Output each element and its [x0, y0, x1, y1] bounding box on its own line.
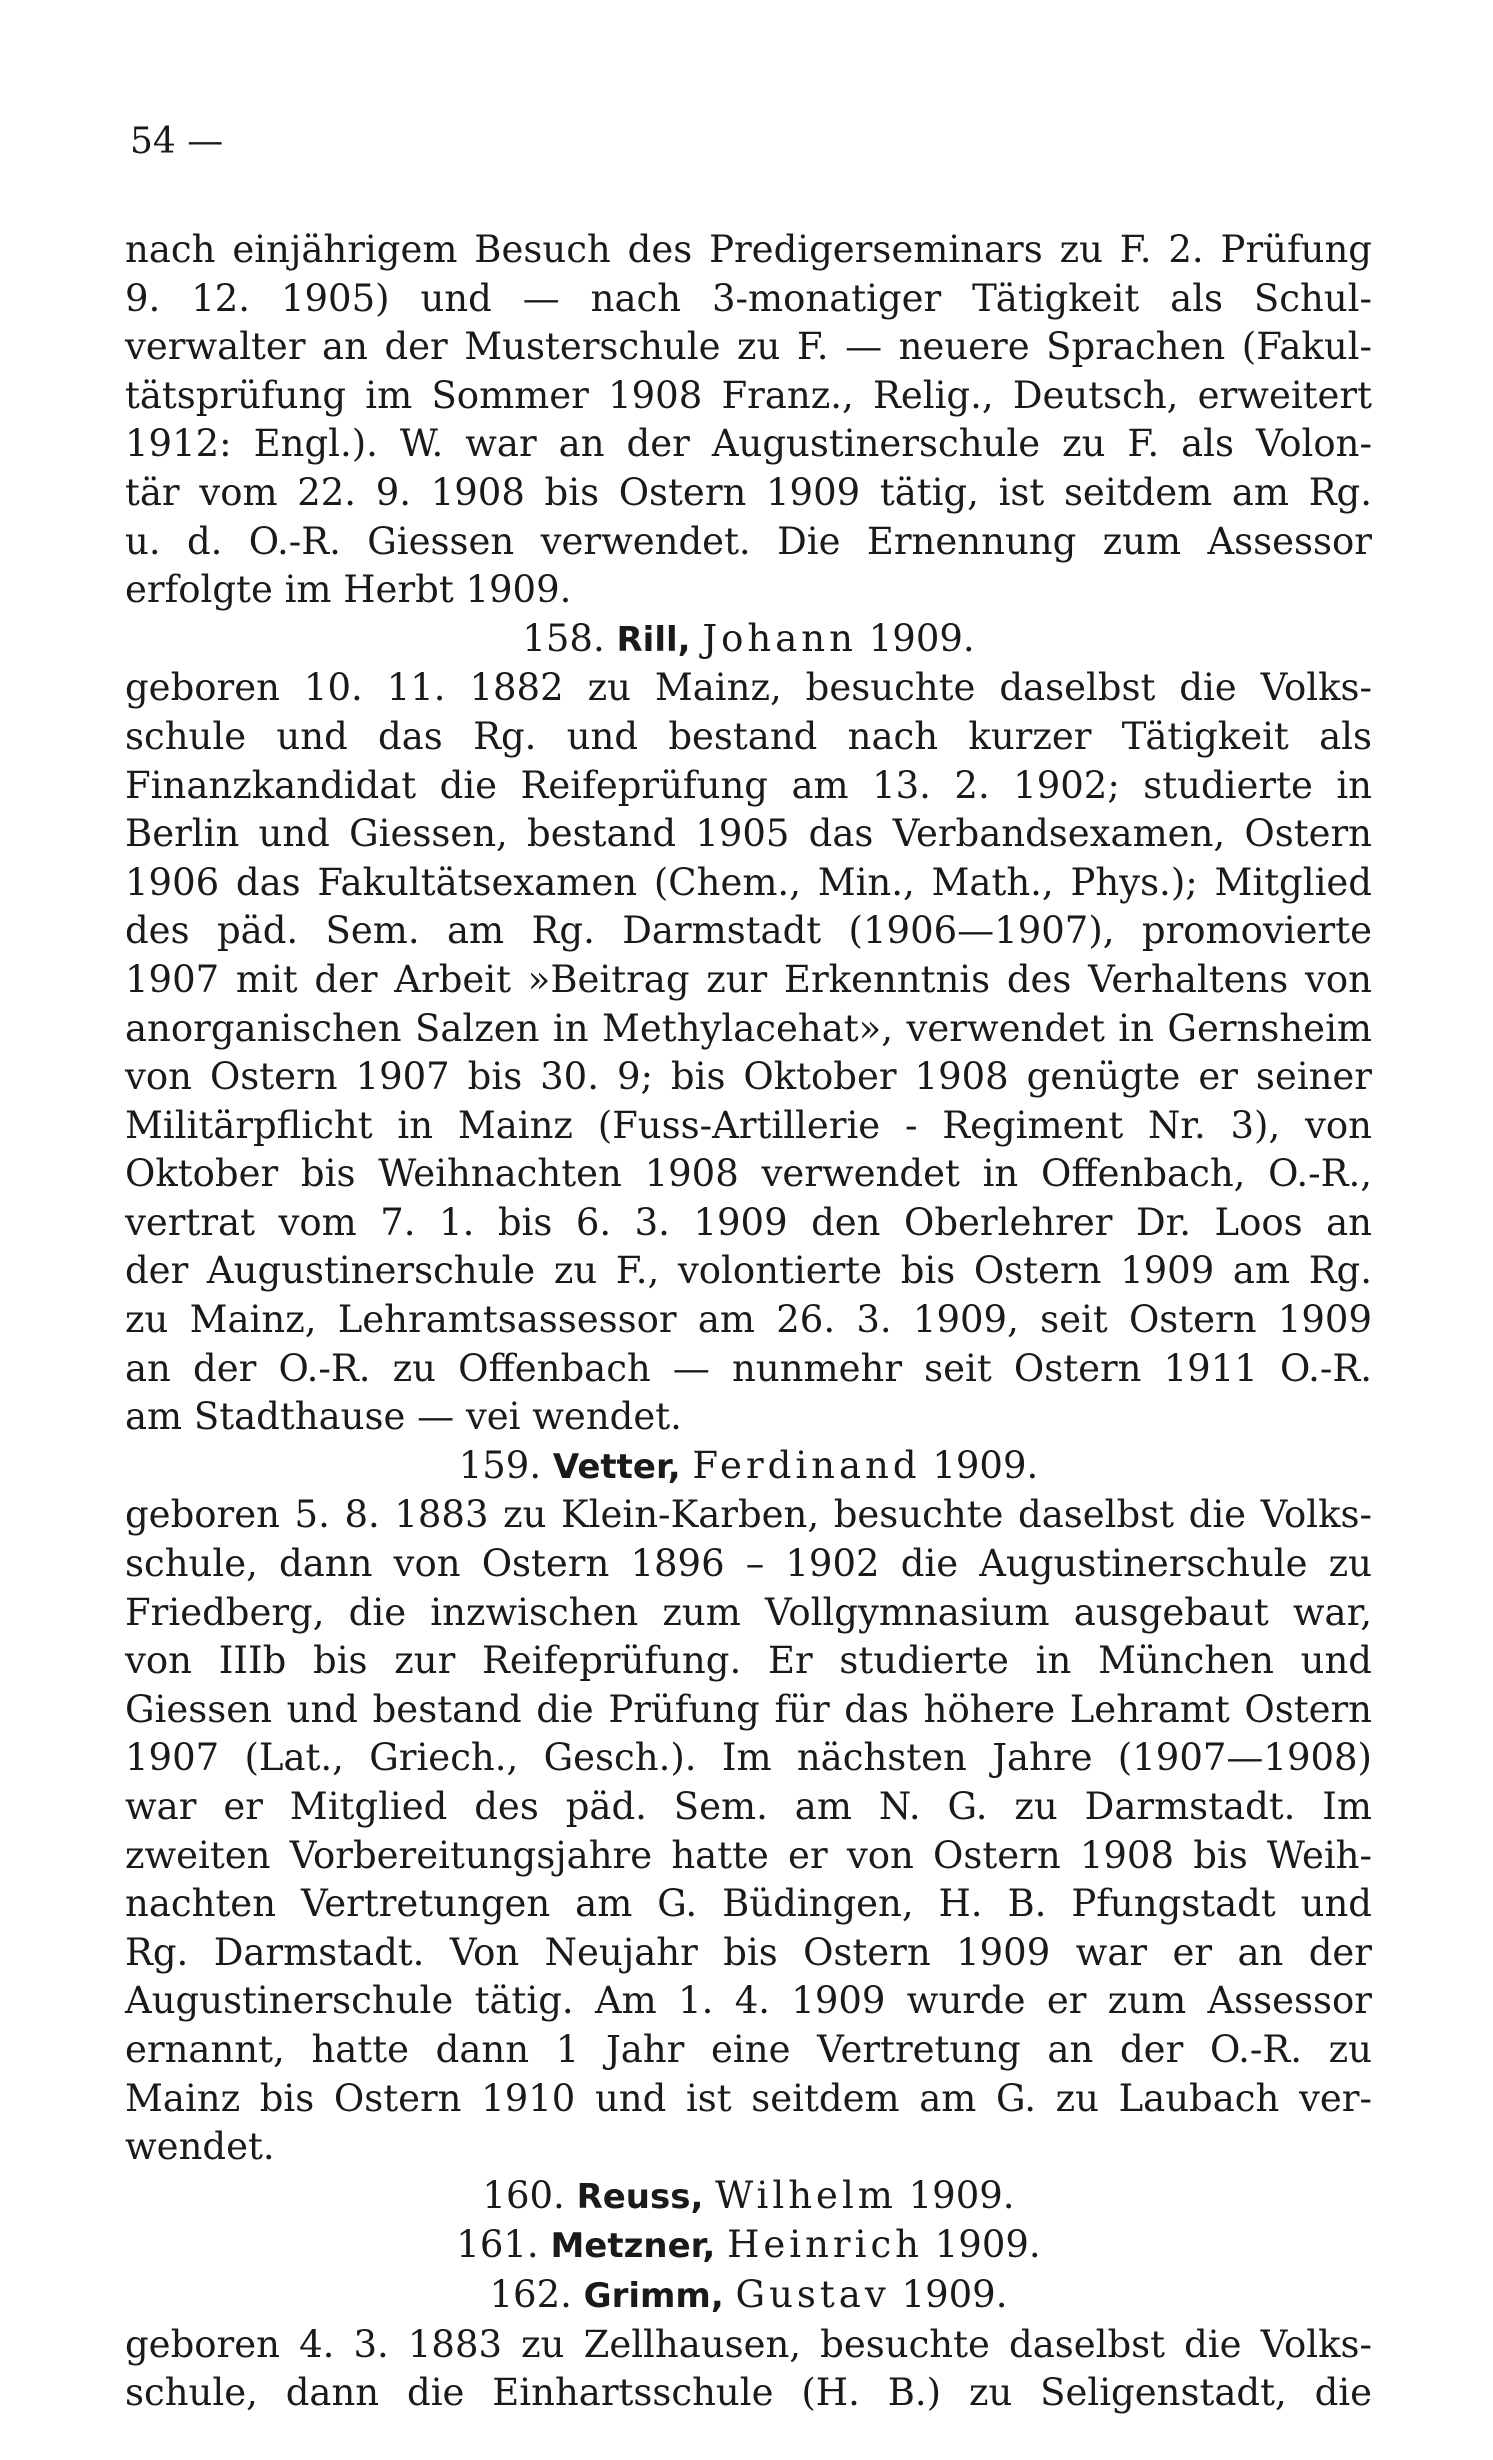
text-line: ernannt, hatte dann 1 Jahr eine Vertretung an der O.-R. zu — [125, 2027, 1372, 2071]
entry-given-name: Ferdinand — [692, 1443, 921, 1487]
body-text — [125, 226, 1372, 2418]
text-line: an der O.-R. zu Offenbach — nunmehr seit Ostern 1911 O.-R. — [125, 1346, 1372, 1390]
text-line: anorganischen Salzen in Methylacehat», verwendet in Gernsheim — [125, 1006, 1372, 1050]
text-line: tätsprüfung im Sommer 1908 Franz., Relig., Deutsch, erweitert — [125, 373, 1372, 417]
text-line: 1907 mit der Arbeit »Beitrag zur Erkenntnis des Verhaltens von — [125, 957, 1372, 1001]
text-line: 1907 (Lat., Griech., Gesch.). Im nächsten Jahre (1907—1908) — [125, 1736, 1372, 1780]
text-line: war er Mitglied des päd. Sem. am N. G. zu Darmstadt. Im — [125, 1785, 1372, 1828]
text-line: Giessen und bestand die Prüfung für das höhere Lehramt Ostern — [125, 1687, 1372, 1731]
entry-number: 159. — [458, 1443, 542, 1487]
text-line: tär vom 22. 9. 1908 bis Ostern 1909 tätig, ist seitdem am Rg. — [125, 470, 1372, 514]
entry-surname: Metzner, — [550, 2226, 716, 2267]
entry-year: 1909. — [908, 2173, 1015, 2217]
text-line: nachten Vertretungen am G. Büdingen, H. B. Pfungstadt und — [125, 1882, 1372, 1926]
entry-heading — [125, 615, 1372, 665]
entry-number: 158. — [522, 616, 605, 660]
text-line: wendet. — [125, 2125, 275, 2169]
text-line: geboren 10. 11. 1882 zu Mainz, besuchte daselbst die Volks- — [125, 666, 1372, 710]
text-line: vertrat vom 7. 1. bis 6. 3. 1909 den Oberlehrer Dr. Loos an — [125, 1200, 1372, 1244]
text-line: Mainz bis Ostern 1910 und ist seitdem am G. zu Laubach ver- — [125, 2076, 1372, 2120]
text-line: von IIIb bis zur Reifeprüfung. Er studierte in München und — [125, 1639, 1372, 1683]
text-line: 1912: Engl.). W. war an der Augustinerschule zu F. als Volon- — [125, 422, 1372, 466]
text-line: Friedberg, die inzwischen zum Vollgymnasium ausgebaut war, — [125, 1590, 1372, 1634]
text-line: geboren 4. 3. 1883 zu Zellhausen, besuchte daselbst die Volks- — [125, 2322, 1372, 2366]
entry-heading — [125, 1442, 1372, 1492]
entry-year: 1909. — [932, 1443, 1039, 1487]
entry-number: 160. — [482, 2173, 565, 2217]
text-line: Finanzkandidat die Reifeprüfung am 13. 2. 1902; studierte in — [125, 763, 1372, 807]
entry-heading — [125, 2221, 1372, 2271]
entry-heading — [125, 2172, 1372, 2222]
text-line: der Augustinerschule zu F., volontierte bis Ostern 1909 am Rg. — [125, 1249, 1372, 1293]
page-number: 54 — — [130, 121, 224, 162]
text-line: geboren 5. 8. 1883 zu Klein-Karben, besuchte daselbst die Volks- — [125, 1493, 1372, 1537]
entry-number: 162. — [489, 2272, 572, 2316]
text-line: Oktober bis Weihnachten 1908 verwendet in Offenbach, O.-R., — [125, 1152, 1372, 1196]
text-line: nach einjährigem Besuch des Predigerseminars zu F. 2. Prüfung — [125, 228, 1372, 271]
text-line: 1906 das Fakultätsexamen (Chem., Min., Math., Phys.); Mitglied — [125, 860, 1372, 904]
entry-given-name: Johann — [702, 616, 857, 660]
entry-given-name: Wilhelm — [715, 2173, 897, 2217]
text-line: am Stadthause — vei wendet. — [125, 1395, 682, 1439]
entry-surname: Grimm, — [583, 2275, 724, 2316]
entry-number: 161. — [456, 2223, 539, 2267]
text-line: 9. 12. 1905) und — nach 3-monatiger Tätigkeit als Schul- — [125, 276, 1372, 320]
entry-given-name: Heinrich — [727, 2223, 923, 2267]
text-line: schule und das Rg. und bestand nach kurzer Tätigkeit als — [125, 714, 1372, 758]
entry-given-name: Gustav — [735, 2272, 890, 2316]
entry-year: 1909. — [868, 616, 975, 660]
text-line: des päd. Sem. am Rg. Darmstadt (1906—1907), promovierte — [125, 909, 1372, 953]
text-line: Rg. Darmstadt. Von Neujahr bis Ostern 1909 war er an der — [125, 1930, 1372, 1974]
entry-surname: Vetter, — [552, 1446, 681, 1487]
text-line: Berlin und Giessen, bestand 1905 das Verbandsexamen, Ostern — [125, 812, 1372, 856]
entry-heading — [125, 2271, 1372, 2321]
text-line: erfolgte im Herbt 1909. — [125, 568, 572, 612]
text-line: Augustinerschule tätig. Am 1. 4. 1909 wurde er zum Assessor — [125, 1979, 1372, 2023]
text-line: schule, dann von Ostern 1896 – 1902 die Augustinerschule zu — [125, 1542, 1372, 1586]
entry-surname: Rill, — [616, 619, 691, 660]
entry-year: 1909. — [901, 2272, 1008, 2316]
text-line: Militärpflicht in Mainz (Fuss-Artillerie - Regiment Nr. 3), von — [125, 1103, 1372, 1147]
entry-year: 1909. — [934, 2223, 1041, 2267]
text-line: schule, dann die Einhartsschule (H. B.) zu Seligenstadt, die — [125, 2371, 1372, 2415]
text-line: verwalter an der Musterschule zu F. — neuere Sprachen (Fakul- — [125, 325, 1372, 369]
text-line: zu Mainz, Lehramtsassessor am 26. 3. 1909, seit Ostern 1909 — [125, 1298, 1372, 1342]
text-line: u. d. O.-R. Giessen verwendet. Die Ernennung zum Assessor — [125, 519, 1372, 563]
entry-surname: Reuss, — [576, 2176, 704, 2217]
text-line: von Ostern 1907 bis 30. 9; bis Oktober 1908 genügte er seiner — [125, 1055, 1372, 1099]
text-line: zweiten Vorbereitungsjahre hatte er von Ostern 1908 bis Weih- — [125, 1833, 1372, 1877]
